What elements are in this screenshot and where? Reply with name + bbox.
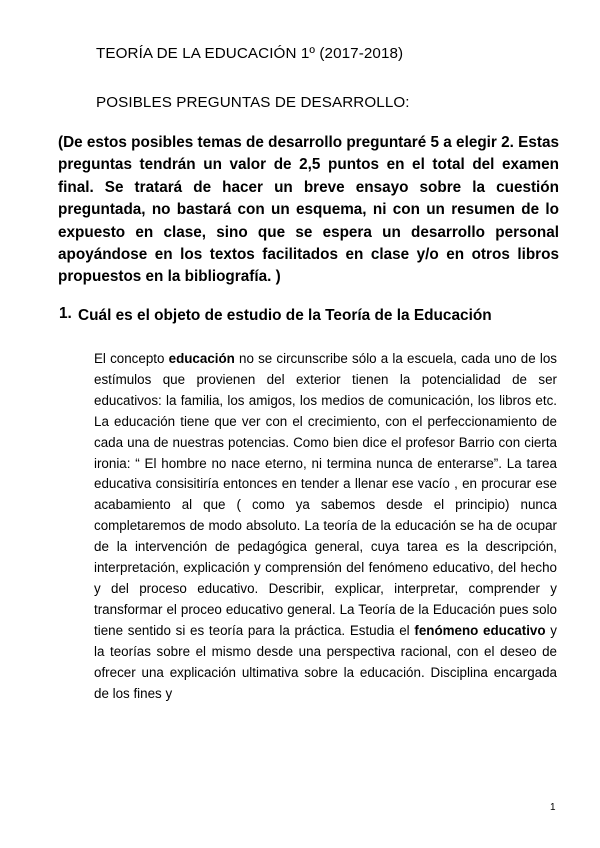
answer-text: no se circunscribe sólo a la escuela, cada uno de los estímulos que provienen del exterior tienen la potencialidad de ser educativos: la familia, los amigos, los medios de comunicación, los libros etc. La educación tiene que ver con el crecimiento, con el perfeccionamiento de cada una de nuestras potencias. Como bien dice el profesor Barrio con cierta ironia: “ El hombre no nace eterno, ni termina nunca de enterarse”. La tarea educativa consisitiría entonces en tender a llenar ese vacío , en procurar ese acabamiento al que ( como ya sabemos desde el principio) nunca completaremos de modo absoluto. La teoría de la educación se ha de ocupar de la intervención de pedagógica general, cuya tarea es la descripción, interpretación, explicación y comprensión del fenómeno educativo, del hecho y del proceso educativo. Describir, explicar, interpretar, comprender y transformar el proceo educativo general. La Teoría de la Educación pues solo tiene sentido si es teoría para la práctica. Estudia el [94,351,557,638]
answer-text: El concepto [94,351,169,366]
answer-bold-term: educación [168,351,235,366]
answer-text: y la teorías sobre el mismo desde una perspectiva racional, con el deseo de ofrecer una explicación ultimativa sobre la educación. Disciplina encargada de los fines y [94,622,557,701]
document-subtitle: POSIBLES PREGUNTAS DE DESARROLLO: [96,94,410,111]
document-title: TEORÍA DE LA EDUCACIÓN 1º (2017-2018) [96,45,404,62]
page-number: 1 [550,802,556,813]
question-number: 1. [59,305,72,322]
intro-paragraph: (De estos posibles temas de desarrollo preguntaré 5 a elegir 2. Estas preguntas tendrán un valor de 2,5 puntos en el total del examen final. Se tratará de hacer un breve ensayo sobre la cuestión preguntada, no bastará con un esquema, ni con un resumen de lo expuesto en clase, sino que se espera un desarrollo personal apoyándose en los textos facilitados en clase y/o en otros libros propuestos en la bibliografía. ) [58,134,559,286]
answer-paragraph [94,349,557,704]
answer-bold-term: fenómeno educativo [414,622,546,638]
question-title: Cuál es el objeto de estudio de la Teoría de la Educación [78,307,492,324]
